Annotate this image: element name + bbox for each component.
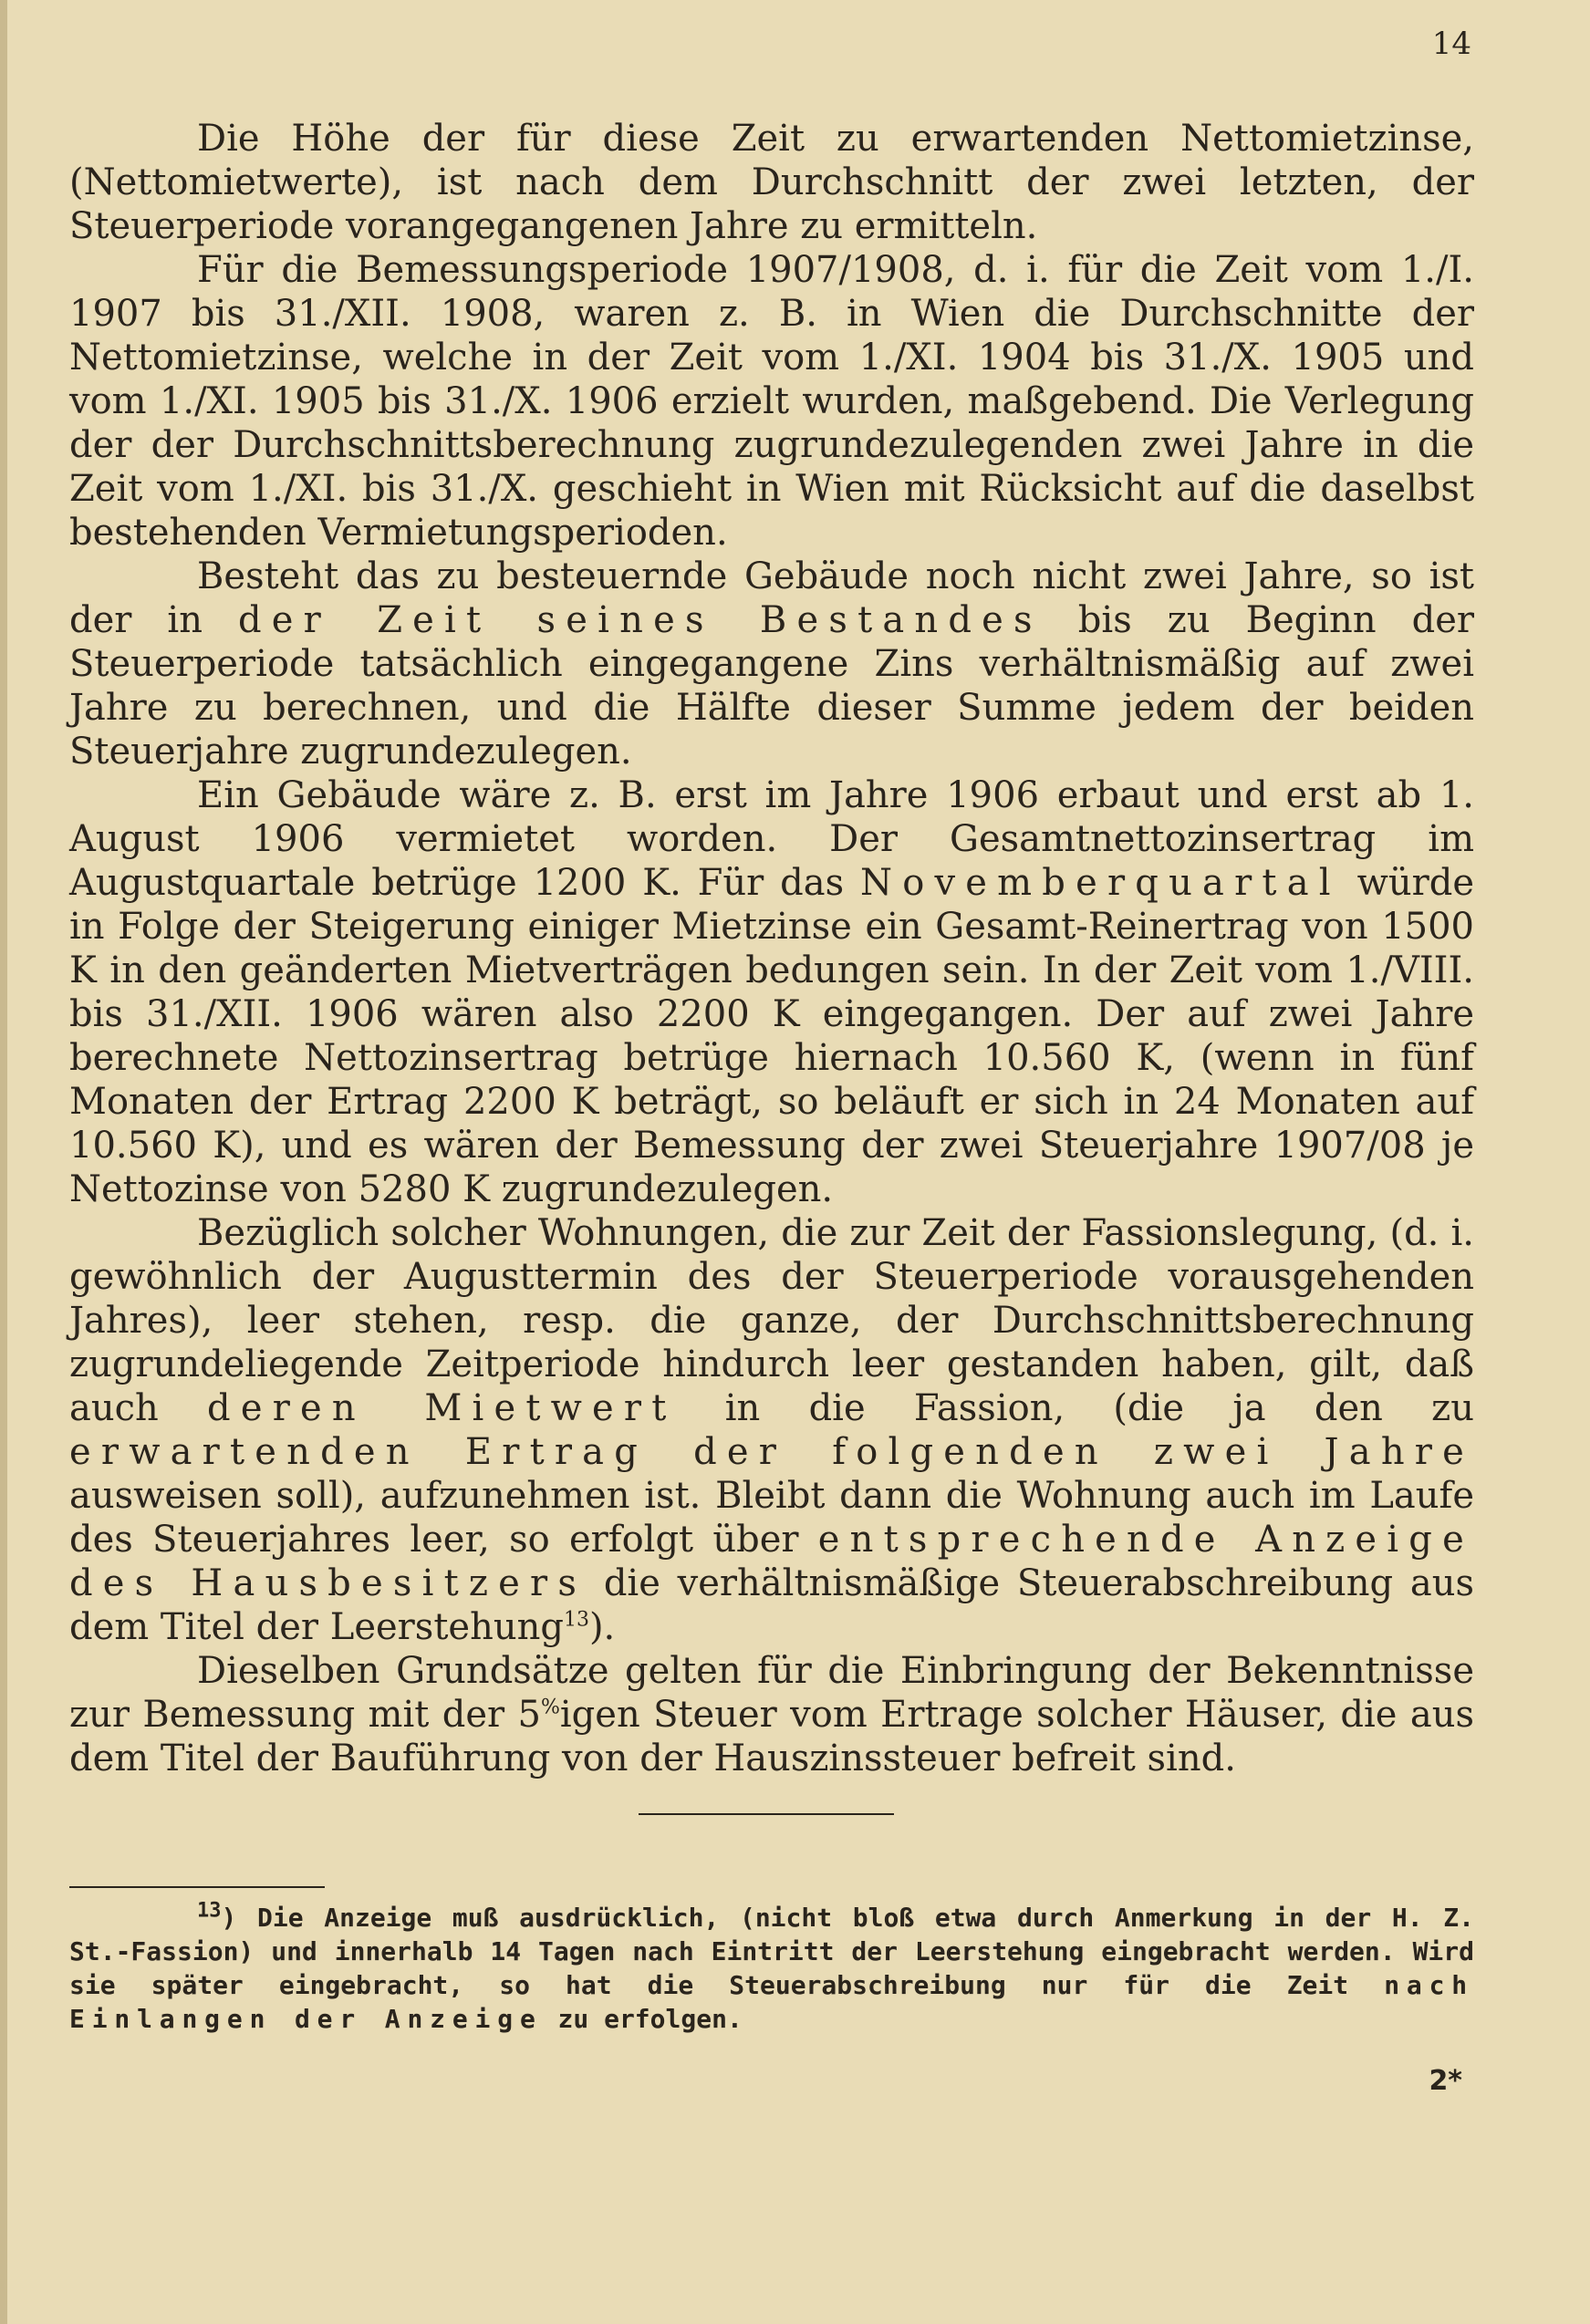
footnote-text: [69, 1901, 1474, 2036]
text-run: Dieselben Grundsätze gelten für die Einbringung der Bekenntnisse zur Bemessung mit der 5: [69, 1650, 1474, 1736]
text-run: in die Fassion, (die ja den zu: [676, 1387, 1474, 1429]
paragraph-4: [69, 773, 1474, 1211]
footnote: [69, 1901, 1474, 2036]
text-run: ).: [588, 1606, 616, 1648]
text-run: Besteht das zu besteuernde Gebäude noch nicht zwei Jahre, so ist der in: [69, 555, 1474, 641]
text-run: Bezüglich solcher Wohnungen, die zur Zeit der Fassionslegung, (d. i. gewöhnlich der Augusttermin des der Steuerperiode vorausgehenden Jahres), leer stehen, resp. die ganze, der Durchschnittsberechnung zugrundeliegende Zeitperiode hindurch leer gestanden haben, gilt, daß auch: [69, 1212, 1474, 1429]
paragraph-3: [69, 555, 1474, 773]
signature-mark: 2*: [1429, 2065, 1462, 2097]
paragraph-6: [69, 1649, 1474, 1780]
footnote-rule: [69, 1886, 325, 1888]
percent-sign: %: [540, 1696, 560, 1719]
text-run: Ein Gebäude wäre z. B. erst im Jahre 1906 erbaut und erst ab 1. August 1906 vermietet worden. Der Gesamtnettozinsertrag im Augustquartale betrüge 1200 K. Für das: [69, 774, 1474, 904]
page-number: 14: [1431, 26, 1471, 62]
section-separator: [639, 1813, 894, 1815]
text-run: ) Die Anzeige muß ausdrücklich, (nicht bloß etwa durch Anmerkung in der H. Z. St.-Fassion) und innerhalb 14 Tagen nach Eintritt der Leerstehung eingebracht werden. Wird sie später eingebracht, so hat die Steuerabschreibung nur für die Zeit: [69, 1903, 1474, 2000]
emphasis-spaced: erwartenden Ertrag der folgenden zwei Jahre: [69, 1431, 1474, 1473]
body-text: [69, 117, 1474, 1780]
paragraph-1: Die Höhe der für diese Zeit zu erwartenden Nettomietzinse, (Nettomietwerte), ist nach dem Durchschnitt der zwei letzten, der Steuerperiode vorangegangenen Jahre zu ermitteln.: [69, 118, 1474, 247]
emphasis-spaced: deren Mietwert: [207, 1387, 677, 1429]
emphasis-spaced: der Zeit seines Bestandes: [237, 599, 1043, 641]
emphasis-spaced: nach Einlangen der Anzeige: [69, 1970, 1474, 2034]
emphasis-spaced: Novemberquartal: [860, 862, 1341, 904]
page-edge: [0, 0, 7, 2324]
text-run: ausweisen soll), aufzunehmen ist. Bleibt dann die Wohnung auch im Laufe des Steuerjahres leer, so erfolgt über: [69, 1475, 1474, 1561]
paragraph-5: [69, 1211, 1474, 1649]
text-run: die verhältnismäßige Steuerabschreibung aus dem Titel der Leerstehung: [69, 1562, 1474, 1648]
footnote-number: 13: [197, 1899, 222, 1923]
emphasis-spaced: entsprechende Anzeige des Hausbesitzers: [69, 1519, 1474, 1604]
text-run: igen Steuer vom Ertrage solcher Häuser, die aus dem Titel der Bauführung von der Hauszinssteuer befreit sind.: [69, 1694, 1474, 1779]
text-run: bis zu Beginn der Steuerperiode tatsächlich eingegangene Zins verhältnismäßig auf zwei Jahre zu berechnen, und die Hälfte dieser Summe jedem der beiden Steuerjahre zugrundezulegen.: [69, 599, 1474, 773]
footnote-reference[interactable]: 13: [563, 1608, 589, 1632]
paragraph-2: Für die Bemessungsperiode 1907/1908, d. i. für die Zeit vom 1./I. 1907 bis 31./XII. 1908, waren z. B. in Wien die Durchschnitte der Nettomietzinse, welche in der Zeit vom 1./XI. 1904 bis 31./X. 1905 und vom 1./XI. 1905 bis 31./X. 1906 erzielt wurden, maßgebend. Die Verlegung der der Durchschnittsberechnung zugrundezulegenden zwei Jahre in die Zeit vom 1./XI. bis 31./X. geschieht in Wien mit Rücksicht auf die daselbst bestehenden Vermietungsperioden.: [69, 249, 1474, 554]
text-run: zu erfolgen.: [542, 2004, 743, 2034]
text-run: würde in Folge der Steigerung einiger Mietzinse ein Gesamt-Reinertrag von 1500 K in den geänderten Mietverträgen bedungen sein. In der Zeit vom 1./VIII. bis 31./XII. 1906 wären also 2200 K eingegangen. Der auf zwei Jahre berechnete Nettozinsertrag betrüge hiernach 10.560 K, (wenn in fünf Monaten der Ertrag 2200 K beträgt, so beläuft er sich in 24 Monaten auf 10.560 K), und es wären der Bemessung der zwei Steuerjahre 1907/08 je Nettozinse von 5280 K zugrundezulegen.: [69, 862, 1474, 1210]
